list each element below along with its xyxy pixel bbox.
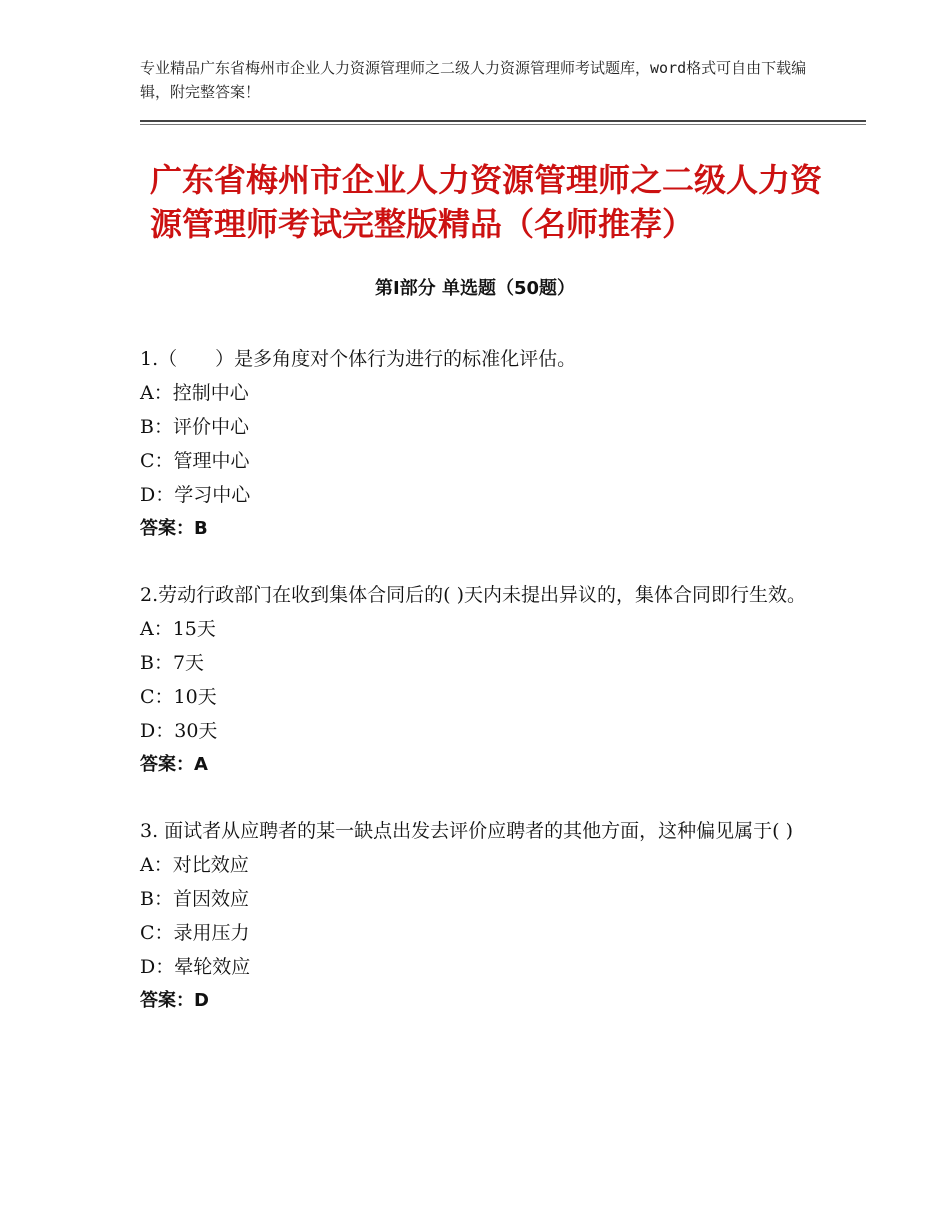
question-3 bbox=[140, 814, 810, 1018]
header-note: 专业精品广东省梅州市企业人力资源管理师之二级人力资源管理师考试题库，word格式可自由下载编辑，附完整答案！ bbox=[140, 59, 807, 101]
option-b: B：7天 bbox=[140, 652, 205, 674]
question-2 bbox=[140, 578, 810, 782]
option-d: D：30天 bbox=[140, 720, 218, 742]
answer-line: 答案：B bbox=[140, 518, 208, 539]
question-stem: 2.劳动行政部门在收到集体合同后的( )天内未提出异议的，集体合同即行生效。 bbox=[140, 584, 806, 606]
option-b: B：首因效应 bbox=[140, 888, 249, 910]
answer-line: 答案：A bbox=[140, 754, 208, 775]
option-a: A：对比效应 bbox=[140, 854, 249, 876]
option-c: C：管理中心 bbox=[140, 450, 250, 472]
question-list bbox=[140, 342, 810, 1050]
option-c: C：录用压力 bbox=[140, 922, 250, 944]
option-a: A：15天 bbox=[140, 618, 216, 640]
option-d: D：晕轮效应 bbox=[140, 956, 251, 978]
document-title: 广东省梅州市企业人力资源管理师之二级人力资源管理师考试完整版精品（名师推荐） bbox=[150, 161, 823, 243]
question-stem: 3. 面试者从应聘者的某一缺点出发去评价应聘者的其他方面，这种偏见属于( ) bbox=[140, 820, 794, 842]
question-1 bbox=[140, 342, 810, 546]
question-stem: 1.（ ）是多角度对个体行为进行的标准化评估。 bbox=[140, 348, 577, 370]
header-rule-thick bbox=[140, 120, 866, 122]
option-b: B：评价中心 bbox=[140, 416, 249, 438]
header-rule-thin bbox=[140, 124, 866, 125]
option-c: C：10天 bbox=[140, 686, 217, 708]
option-a: A：控制中心 bbox=[140, 382, 249, 404]
answer-line: 答案：D bbox=[140, 990, 209, 1011]
option-d: D：学习中心 bbox=[140, 484, 251, 506]
section-heading: 第Ⅰ部分 单选题（50题） bbox=[374, 278, 575, 299]
